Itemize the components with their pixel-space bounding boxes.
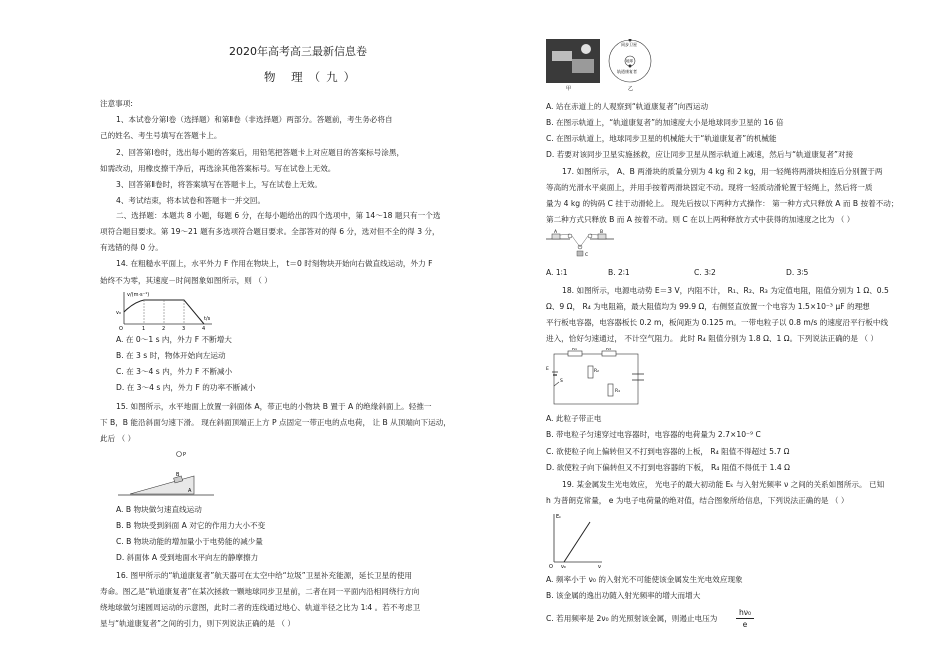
q19-fraction-den: e <box>742 620 748 629</box>
page-title: 2020年高考高三最新信息卷 <box>229 45 367 58</box>
q18-fig-r3: R₃ <box>606 348 611 352</box>
q15-incline-figure <box>116 448 216 498</box>
q17-fig-c: C <box>585 253 589 258</box>
q17-stem: 等高的光滑水平桌面上，并用手按着两滑块固定不动。现将一轻质动滑轮置于轻绳上，然后将一质 <box>546 183 873 192</box>
q15-stem: 15. 如图所示，水平地面上放置一斜面体 A，带正电的小物块 B 置于 A 的绝缘斜面上。轻推一 <box>116 402 432 411</box>
q16-fig-sat: 同步卫星 <box>621 42 637 47</box>
q14-graph-tick: 4 <box>202 326 206 330</box>
q16-fig-earth: 地球 <box>626 59 633 63</box>
q16-fig-jia: 甲 <box>566 86 572 91</box>
q16-stem: 16. 图甲所示的“轨道康复者”航天器可在太空中给“垃圾”卫星补充能源，延长卫星的使用 <box>116 571 413 580</box>
q15-option-c: C. B 物块动能的增加量小于电势能的减少量 <box>116 537 263 546</box>
notice-line: 1、本试卷分第Ⅰ卷（选择题）和第Ⅱ卷（非选择题）两部分。答题前，考生务必将自 <box>116 115 393 124</box>
q16-option-a: A. 站在赤道上的人观察到“轨道康复者”向西运动 <box>546 102 709 111</box>
q17-option-c: C. 3∶2 <box>694 268 716 277</box>
section-intro-line: 二、选择题：本题共 8 小题，每题 6 分，在每小题给出的四个选项中，第 14～18 题只有一个选 <box>116 211 441 220</box>
q18-fig-r4: R₄ <box>615 389 620 394</box>
q16-figures <box>546 39 656 91</box>
q17-fig-b: B <box>600 230 604 235</box>
q15-option-b: B. B 物块受到斜面 A 对它的作用力大小不变 <box>116 521 266 530</box>
q15-stem: 此后 （ ） <box>100 434 136 443</box>
q16-fig-rescuer: 轨道康复者 <box>617 69 637 74</box>
q17-stem: 17. 如图所示， A、B 两滑块的质量分别为 4 kg 和 2 kg，用一轻绳将两滑块相连后分别置于两 <box>562 167 883 176</box>
q14-vt-graph <box>116 290 216 330</box>
q18-stem: Ω、9 Ω， R₄ 为电阻箱，最大阻值均为 99.9 Ω，右侧竖直放置一个电容为 1.5×10⁻³ μF 的理想 <box>546 302 870 311</box>
q14-graph-xlabel: t/s <box>204 316 211 322</box>
q19-option-a: A. 频率小于 ν₀ 的入射光不可能使该金属发生光电效应现象 <box>546 575 743 584</box>
q15-fig-b: B <box>176 472 180 478</box>
q17-fig-a: A <box>554 230 558 235</box>
notice-line: 如需改动，用橡皮擦干净后，再选涂其他答案标号。写在试卷上无效。 <box>100 164 336 173</box>
q19-graph-v0: ν₀ <box>561 564 566 570</box>
q18-option-a: A. 此粒子带正电 <box>546 414 602 423</box>
q19-ek-graph <box>546 510 606 570</box>
q16-fig-yi: 乙 <box>628 86 634 91</box>
q14-graph-origin: O <box>119 326 123 330</box>
q19-option-b: B. 该金属的逸出功随入射光频率的增大而增大 <box>546 591 701 600</box>
q19-graph-origin: O <box>549 564 553 570</box>
q17-stem: 量为 4 kg 的钩码 C 挂于动滑轮上。 现先后按以下两种方式操作： 第一种方式只释放 A 而 B 按着不动； <box>546 199 899 208</box>
notice-line: 3、回答第Ⅱ卷时，将答案填写在答题卡上，写在试卷上无效。 <box>116 180 323 189</box>
q14-graph-tick: 1 <box>142 326 146 330</box>
q16-option-d: D. 若要对该同步卫星实施拯救，应让同步卫星从图示轨道上减速，然后与“轨道康复者”对接 <box>546 150 854 159</box>
q14-option-d: D. 在 3～4 s 内，外力 F 的功率不断减小 <box>116 383 256 392</box>
notice-line: 己的姓名、考生号填写在答题卡上。 <box>100 131 222 140</box>
q19-stem: 19. 某金属发生光电效应， 光电子的最大初动能 Eₖ 与入射光频率 ν 之间的关系如图所示。 已知 <box>562 480 885 489</box>
notice-line: 4、考试结束，将本试卷和答题卡一并交回。 <box>116 196 266 205</box>
q19-fraction-num: hν₀ <box>738 608 752 617</box>
q15-fig-p: P <box>183 452 187 458</box>
q15-stem: 下 B，B 能沿斜面匀速下滑。 现在斜面顶端正上方 P 点固定一带正电的点电荷， 让 B 从顶端向下运动， <box>100 418 451 427</box>
q18-fig-r1: R₁ <box>572 348 577 352</box>
q16-option-b: B. 在图示轨道上，“轨道康复者”的加速度大小是地球同步卫星的 16 倍 <box>546 118 784 127</box>
q16-option-c: C. 在图示轨道上，地球同步卫星的机械能大于“轨道康复者”的机械能 <box>546 134 777 143</box>
q14-option-a: A. 在 0～1 s 内，外力 F 不断增大 <box>116 335 232 344</box>
q15-fig-a: A <box>188 488 192 494</box>
q14-stem: 始终不为零，其速度－时间图象如图所示，则 （ ） <box>100 276 272 285</box>
q16-stem: 绕地球做匀速圆周运动的示意图，此时二者的连线通过地心、轨道半径之比为 1∶4 。若不考虑卫 <box>100 603 421 612</box>
q18-option-c: C. 欲使粒子向上偏转但又不打到电容器的上板， R₄ 阻值不得超过 5.7 Ω <box>546 447 790 456</box>
q18-option-d: D. 欲使粒子向下偏转但又不打到电容器的下板， R₄ 阻值不得低于 1.4 Ω <box>546 463 790 472</box>
q17-stem: 第二种方式只释放 B 而 A 按着不动。则 C 在以上两种释放方式中获得的加速度之比为 （ ） <box>546 215 855 224</box>
q17-pulley-figure <box>546 229 616 259</box>
q14-graph-v0: v₀ <box>116 310 121 316</box>
notice-line: 2、回答第Ⅰ卷时，选出每小题的答案后，用铅笔把答题卡上对应题目的答案标号涂黑， <box>116 148 405 157</box>
q17-option-d: D. 3∶5 <box>786 268 809 277</box>
q14-stem: 14. 在粗糙水平面上，水平外力 F 作用在物块上， t＝0 时刻物块开始向右做直线运动，外力 F <box>116 259 433 268</box>
q14-graph-tick: 3 <box>182 326 186 330</box>
q15-option-a: A. B 物块做匀速直线运动 <box>116 505 202 514</box>
q16-stem: 星与“轨道康复者”之间的引力，则下列说法正确的是 （ ） <box>100 619 295 628</box>
section-intro-line: 项符合题目要求。第 19～21 题有多选项符合题目要求。全部答对的得 6 分，选对但不全的得 3 分， <box>100 227 440 236</box>
q19-graph-xlabel: ν <box>598 564 601 570</box>
q18-fig-r2: R₂ <box>594 369 599 374</box>
section-intro-line: 有选错的得 0 分。 <box>100 243 163 252</box>
q18-stem: 进入，恰好匀速通过， 不计空气阻力。 此时 R₄ 阻值分别为 1.8 Ω、1 Ω。下列说法正确的是 （ ） <box>546 334 878 343</box>
q16-stem: 寿命。图乙是“轨道康复者”在某次拯救一颗地球同步卫星前，二者在同一平面内沿相同绕行方向 <box>100 587 420 596</box>
page-subtitle: 物 理（九） <box>264 70 362 84</box>
q15-option-d: D. 斜面体 A 受到地面水平向左的静摩擦力 <box>116 553 259 562</box>
notice-heading: 注意事项: <box>100 99 133 108</box>
q19-stem: h 为普朗克常量， e 为电子电荷量的绝对值，结合图象所给信息，下列说法正确的是 （ ） <box>546 496 849 505</box>
q14-option-c: C. 在 3～4 s 内，外力 F 不断减小 <box>116 367 233 376</box>
q18-circuit-figure <box>546 348 650 410</box>
q17-option-b: B. 2∶1 <box>608 268 630 277</box>
q18-stem: 18. 如图所示，电源电动势 E＝3 V，内阻不计， R₁、R₂、R₃ 为定值电阻，阻值分别为 1 Ω、0.5 <box>562 286 889 295</box>
q14-option-b: B. 在 3 s 时，物体开始向左运动 <box>116 351 226 360</box>
q19-option-c: C. 若用频率是 2ν₀ 的光照射该金属，则遏止电压为 <box>546 614 718 623</box>
q19-graph-ylabel: Eₖ <box>556 514 562 520</box>
q14-graph-tick: 2 <box>162 326 166 330</box>
q19-fraction-bar <box>736 618 754 619</box>
q17-option-a: A. 1∶1 <box>546 268 568 277</box>
q14-graph-ylabel: v/(m·s⁻¹) <box>127 292 150 298</box>
q18-fig-s: S <box>560 379 563 384</box>
q18-fig-e: E <box>546 367 549 372</box>
q18-option-b: B. 带电粒子匀速穿过电容器时，电容器的电荷量为 2.7×10⁻⁹ C <box>546 430 761 439</box>
q18-stem: 平行板电容器，电容器板长 0.2 m，板间距为 0.125 m。一带电粒子以 0.8 m/s 的速度沿平行板中线 <box>546 318 889 327</box>
